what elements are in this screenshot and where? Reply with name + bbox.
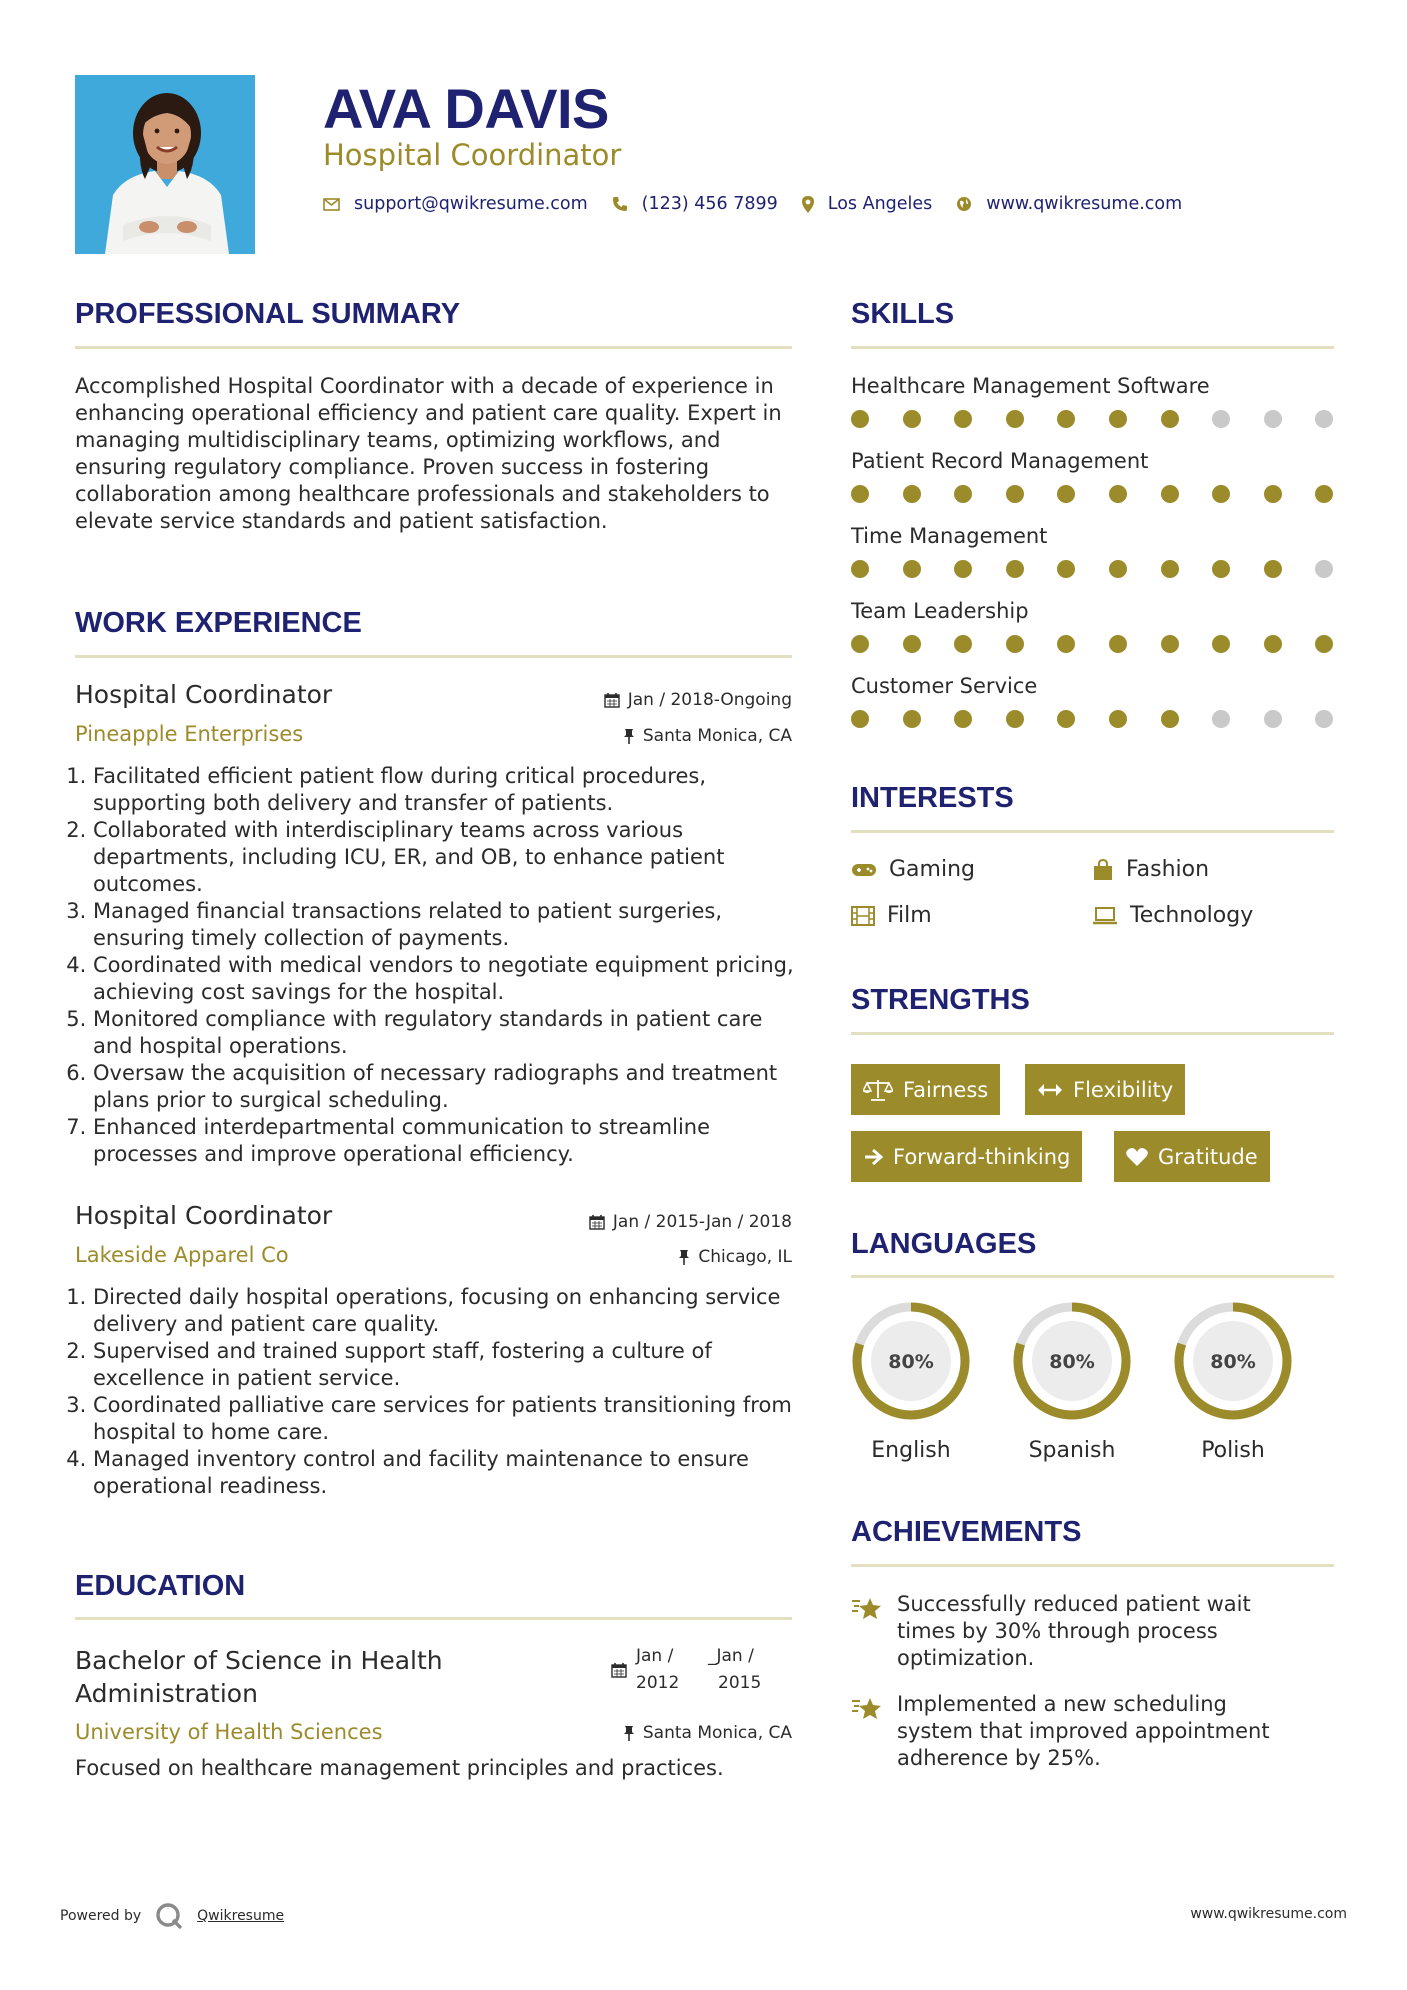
arrows-horizontal-icon [1037, 1083, 1063, 1097]
language-name: Polish [1201, 1438, 1265, 1463]
film-icon [851, 906, 875, 926]
job-duties [75, 763, 795, 1168]
duty-item: 6. Oversaw the acquisition of necessary radiographs and treatment plans prior to surgical scheduling. [93, 1060, 795, 1114]
duty-item: 5. Monitored compliance with regulatory standards in patient care and hospital operations. [93, 1006, 795, 1060]
end-month: _Jan / [708, 1646, 754, 1666]
skill-name: Time Management [851, 524, 1048, 548]
degree-line-2: Administration [75, 1679, 258, 1708]
education-location-text: Santa Monica, CA [642, 1723, 792, 1743]
skill-rating [851, 410, 1367, 428]
rating-dot-filled [1212, 635, 1230, 653]
gauge-percent-label: 80% [1210, 1351, 1256, 1373]
language-gauge [850, 1300, 972, 1422]
skill-name: Healthcare Management Software [851, 374, 1210, 398]
shooting-star-icon [851, 1695, 883, 1721]
job-title: Hospital Coordinator [75, 680, 333, 709]
duty-item: 4. Coordinated with medical vendors to negotiate equipment pricing, achieving cost savings for the hospital. [93, 952, 795, 1006]
rating-dot-filled [903, 485, 921, 503]
job-company: Pineapple Enterprises [75, 722, 304, 746]
job-date-text: Jan / 2018-Ongoing [627, 690, 792, 710]
interest-technology [1092, 903, 1253, 928]
job-company: Lakeside Apparel Co [75, 1243, 289, 1267]
achievements-divider [851, 1564, 1334, 1567]
education-end-date [708, 1643, 761, 1697]
phone-text: (123) 456 7899 [641, 194, 778, 214]
location-text: Los Angeles [827, 194, 933, 214]
languages-heading: LANGUAGES [851, 1228, 1037, 1260]
calendar-icon [604, 692, 620, 708]
rating-dot-empty [1212, 410, 1230, 428]
rating-dot-filled [1161, 560, 1179, 578]
interest-film [851, 903, 932, 928]
summary-text: Accomplished Hospital Coordinator with a decade of experience in enhancing operational efficiency and patient care quality. Expert in managing multidisciplinary teams, optimizing workflows, and ensuring regulatory compliance. Proven success in fostering collaboration among healthcare professionals and stakeholders to elevate service standards and patient satisfaction. [75, 374, 782, 533]
calendar-icon [589, 1214, 605, 1230]
rating-dot-filled [1109, 710, 1127, 728]
degree-title [75, 1644, 443, 1710]
rating-dot-filled [1161, 410, 1179, 428]
skill-name: Team Leadership [851, 599, 1029, 623]
job-duties [75, 1284, 795, 1500]
skill-rating [851, 635, 1367, 653]
strength-tag-forward-thinking [851, 1131, 1082, 1182]
powered-by-text: Powered by [60, 1908, 142, 1924]
balance-scale-icon [863, 1079, 893, 1101]
rating-dot-filled [851, 560, 869, 578]
duty-item: 4. Managed inventory control and facility maintenance to ensure operational readiness. [93, 1446, 795, 1500]
contact-phone[interactable] [612, 194, 778, 214]
language-item [1170, 1300, 1296, 1463]
rating-dot-filled [1315, 635, 1333, 653]
laptop-icon [1092, 907, 1118, 925]
skill-rating [851, 485, 1367, 503]
gauge-percent-label: 80% [888, 1351, 934, 1373]
rating-dot-empty [1264, 410, 1282, 428]
start-year: 2012 [636, 1673, 680, 1693]
rating-dot-filled [1006, 410, 1024, 428]
rating-dot-filled [1109, 485, 1127, 503]
rating-dot-filled [1212, 560, 1230, 578]
experience-divider [75, 655, 792, 658]
skills-divider [851, 346, 1334, 349]
candidate-name: AVA DAVIS [323, 77, 609, 140]
rating-dot-filled [954, 560, 972, 578]
rating-dot-filled [1109, 410, 1127, 428]
shooting-star-icon [851, 1595, 883, 1621]
language-gauge [1172, 1300, 1294, 1422]
end-year: 2015 [718, 1673, 762, 1693]
qwikresume-logo-icon [155, 1902, 183, 1930]
pin-icon [678, 1249, 690, 1265]
education-description: Focused on healthcare management principles and practices. [75, 1756, 724, 1780]
achievement-item [851, 1591, 1307, 1672]
education-divider [75, 1617, 792, 1620]
strength-tag-fairness [851, 1064, 1000, 1115]
pin-icon [623, 728, 635, 744]
education-heading: EDUCATION [75, 1570, 246, 1602]
rating-dot-filled [1109, 635, 1127, 653]
job-date [604, 690, 792, 710]
summary-heading: PROFESSIONAL SUMMARY [75, 298, 461, 330]
map-marker-icon [802, 196, 814, 213]
contact-email[interactable] [323, 194, 588, 214]
gamepad-icon [851, 862, 877, 878]
strength-label: Flexibility [1073, 1077, 1174, 1102]
achievement-item [851, 1691, 1307, 1772]
achievement-text: Successfully reduced patient wait times by 30% through process optimization. [897, 1592, 1251, 1670]
skill-name: Customer Service [851, 674, 1038, 698]
globe-icon [956, 196, 972, 212]
job-location-text: Chicago, IL [698, 1247, 792, 1267]
rating-dot-filled [1057, 710, 1075, 728]
rating-dot-filled [954, 710, 972, 728]
school-name: University of Health Sciences [75, 1720, 383, 1744]
rating-dot-empty [1315, 560, 1333, 578]
rating-dot-filled [1006, 485, 1024, 503]
rating-dot-filled [903, 710, 921, 728]
calendar-icon [611, 1662, 627, 1682]
heart-icon [1126, 1147, 1148, 1167]
interest-label: Technology [1130, 903, 1254, 928]
rating-dot-filled [1161, 635, 1179, 653]
phone-icon [612, 196, 628, 212]
interests-divider [851, 830, 1334, 833]
candidate-title: Hospital Coordinator [323, 138, 622, 172]
rating-dot-empty [1315, 710, 1333, 728]
duty-item: 2. Collaborated with interdisciplinary teams across various departments, including ICU, ER, and OB, to enhance patient outcomes. [93, 817, 795, 898]
experience-heading: WORK EXPERIENCE [75, 607, 362, 639]
strength-tag-flexibility [1025, 1064, 1185, 1115]
rating-dot-filled [903, 410, 921, 428]
contact-bar [323, 194, 1206, 214]
duty-item: 3. Coordinated palliative care services for patients transitioning from hospital to home care. [93, 1392, 795, 1446]
rating-dot-filled [1006, 560, 1024, 578]
interest-fashion [1092, 857, 1209, 882]
rating-dot-filled [1057, 485, 1075, 503]
duty-item: 7. Enhanced interdepartmental communication to streamline processes and improve operational efficiency. [93, 1114, 795, 1168]
shopping-bag-icon [1092, 859, 1114, 881]
strength-label: Gratitude [1158, 1144, 1258, 1169]
education-start-date [636, 1643, 679, 1697]
rating-dot-filled [1057, 635, 1075, 653]
duty-item: 1. Facilitated efficient patient flow during critical procedures, supporting both delivery and transfer of patients. [93, 763, 795, 817]
website-text: www.qwikresume.com [986, 194, 1183, 214]
job-date-text: Jan / 2015-Jan / 2018 [612, 1212, 792, 1232]
rating-dot-filled [1109, 560, 1127, 578]
rating-dot-filled [1264, 485, 1282, 503]
job-title: Hospital Coordinator [75, 1201, 333, 1230]
rating-dot-filled [1161, 485, 1179, 503]
rating-dot-filled [903, 560, 921, 578]
rating-dot-filled [954, 410, 972, 428]
summary-divider [75, 346, 792, 349]
rating-dot-filled [851, 410, 869, 428]
rating-dot-filled [1161, 710, 1179, 728]
duty-item: 3. Managed financial transactions related to patient surgeries, ensuring timely collection of payments. [93, 898, 795, 952]
achievements-heading: ACHIEVEMENTS [851, 1516, 1082, 1548]
strength-label: Fairness [903, 1077, 989, 1102]
rating-dot-filled [954, 635, 972, 653]
arrow-right-icon [863, 1148, 883, 1166]
duty-item: 1. Directed daily hospital operations, focusing on enhancing service delivery and patient care quality. [93, 1284, 795, 1338]
interest-gaming [851, 857, 975, 882]
start-month: Jan / [636, 1646, 674, 1666]
strength-tag-gratitude [1114, 1131, 1270, 1182]
education-location [623, 1723, 792, 1743]
brand-link[interactable]: Qwikresume [197, 1908, 285, 1924]
gauge-percent-label: 80% [1049, 1351, 1095, 1373]
contact-website[interactable] [956, 194, 1182, 214]
rating-dot-filled [851, 635, 869, 653]
job-location [623, 726, 792, 746]
rating-dot-empty [1212, 710, 1230, 728]
interest-label: Gaming [889, 857, 975, 882]
languages-divider [851, 1275, 1334, 1278]
skill-name: Patient Record Management [851, 449, 1149, 473]
degree-line-1: Bachelor of Science in Health [75, 1646, 443, 1675]
email-text: support@qwikresume.com [354, 194, 588, 214]
rating-dot-filled [1006, 635, 1024, 653]
rating-dot-filled [1264, 560, 1282, 578]
job-location-text: Santa Monica, CA [642, 726, 792, 746]
achievement-text: Implemented a new scheduling system that improved appointment adherence by 25%. [897, 1692, 1270, 1770]
job-date [589, 1212, 792, 1232]
duty-item: 2. Supervised and trained support staff, fostering a culture of excellence in patient service. [93, 1338, 795, 1392]
rating-dot-filled [851, 485, 869, 503]
skill-rating [851, 710, 1367, 728]
language-gauge [1011, 1300, 1133, 1422]
rating-dot-empty [1315, 410, 1333, 428]
envelope-icon [323, 198, 340, 211]
interests-heading: INTERESTS [851, 782, 1014, 814]
strength-label: Forward-thinking [893, 1144, 1071, 1169]
skills-heading: SKILLS [851, 298, 955, 330]
contact-location [802, 194, 933, 214]
profile-photo [75, 75, 255, 254]
rating-dot-filled [1212, 485, 1230, 503]
rating-dot-filled [903, 635, 921, 653]
rating-dot-filled [1057, 410, 1075, 428]
strengths-divider [851, 1032, 1334, 1035]
rating-dot-filled [1315, 485, 1333, 503]
footer-url[interactable]: www.qwikresume.com [1190, 1906, 1347, 1922]
footer-powered-by [60, 1902, 284, 1930]
pin-icon [623, 1725, 635, 1741]
language-name: English [871, 1438, 951, 1463]
rating-dot-filled [954, 485, 972, 503]
skill-rating [851, 560, 1367, 578]
interest-label: Film [887, 903, 932, 928]
rating-dot-filled [1006, 710, 1024, 728]
language-item [1009, 1300, 1135, 1463]
interest-label: Fashion [1126, 857, 1210, 882]
language-item [848, 1300, 974, 1463]
strengths-heading: STRENGTHS [851, 984, 1030, 1016]
language-name: Spanish [1028, 1438, 1116, 1463]
job-location [678, 1247, 792, 1267]
rating-dot-empty [1264, 710, 1282, 728]
rating-dot-filled [1264, 635, 1282, 653]
rating-dot-filled [851, 710, 869, 728]
rating-dot-filled [1057, 560, 1075, 578]
